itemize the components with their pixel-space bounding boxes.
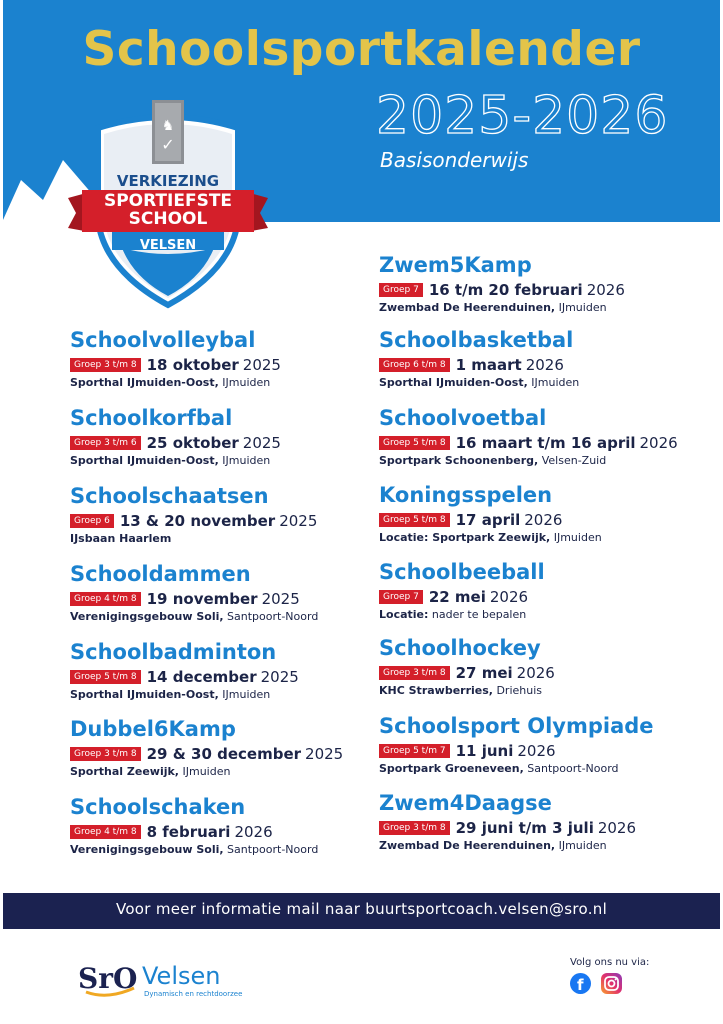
event-name: Schoolkorfbal bbox=[70, 406, 233, 430]
svg-text:✓: ✓ bbox=[161, 135, 175, 154]
page-title: Schoolsportkalender bbox=[82, 22, 641, 77]
event-date: 29 juni t/m 3 juli bbox=[455, 819, 594, 837]
facebook-icon[interactable] bbox=[570, 973, 591, 994]
event-name: Schoolvoetbal bbox=[379, 406, 547, 430]
event-name: Zwem5Kamp bbox=[379, 253, 532, 277]
logo-tagline: Dynamisch en rechtdoorzee bbox=[144, 990, 243, 998]
event-date: 19 november bbox=[146, 590, 258, 608]
event-name: Schoolbadminton bbox=[70, 640, 277, 664]
event-schoolbasketbal bbox=[379, 327, 679, 390]
group-badge: Groep 6 t/m 8 bbox=[379, 358, 450, 372]
event-koningsspelen bbox=[379, 482, 679, 545]
event-year: 2026 bbox=[517, 742, 556, 760]
event-date: 25 oktober bbox=[146, 434, 239, 452]
event-date: 29 & 30 december bbox=[146, 745, 302, 763]
sro-velsen-logo bbox=[78, 958, 243, 1003]
event-year: 2026 bbox=[597, 819, 637, 837]
event-location: Sporthal IJmuiden-Oost, IJmuiden bbox=[70, 454, 271, 467]
event-schoolschaken bbox=[70, 794, 370, 857]
event-name: Schoolschaken bbox=[70, 795, 246, 819]
event-schoolschaatsen bbox=[70, 483, 370, 546]
event-location: Zwembad De Heerenduinen, IJmuiden bbox=[379, 839, 607, 852]
badge-line-verkiezing: VERKIEZING bbox=[116, 172, 220, 190]
event-name: Schoolhockey bbox=[379, 636, 541, 660]
event-location: Verenigingsgebouw Soli, Santpoort-Noord bbox=[70, 843, 319, 856]
group-badge: Groep 5 t/m 8 bbox=[379, 513, 450, 527]
group-badge: Groep 7 bbox=[379, 590, 423, 604]
event-schoolkorfbal bbox=[70, 405, 370, 468]
group-badge: Groep 3 t/m 8 bbox=[70, 747, 141, 761]
event-date: 22 mei bbox=[428, 588, 486, 606]
event-schoolhockey bbox=[379, 635, 679, 698]
group-badge: Groep 7 bbox=[379, 283, 423, 297]
event-location: Sporthal Zeewijk, IJmuiden bbox=[70, 765, 231, 778]
event-year: 2026 bbox=[234, 823, 273, 841]
event-name: Zwem4Daagse bbox=[379, 791, 552, 815]
event-location: Sporthal IJmuiden-Oost, IJmuiden bbox=[379, 376, 580, 389]
event-location: Locatie: Sportpark Zeewijk, IJmuiden bbox=[379, 531, 602, 544]
event-year: 2026 bbox=[516, 664, 555, 682]
event-name: Dubbel6Kamp bbox=[70, 717, 236, 741]
event-location: KHC Strawberries, Driehuis bbox=[379, 684, 543, 697]
svg-text:♞: ♞ bbox=[161, 118, 175, 134]
badge-line-sportiefste: SPORTIEFSTE bbox=[103, 191, 233, 211]
event-year: 2025 bbox=[305, 745, 344, 763]
badge-line-velsen: VELSEN bbox=[139, 238, 197, 253]
event-zwem4daagse bbox=[379, 790, 679, 853]
event-date: 1 maart bbox=[455, 356, 522, 374]
event-year: 2025 bbox=[261, 590, 300, 608]
event-date: 11 juni bbox=[455, 742, 514, 760]
event-name: Schooldammen bbox=[70, 562, 251, 586]
event-date: 13 & 20 november bbox=[119, 512, 276, 530]
event-date: 17 april bbox=[455, 511, 521, 529]
group-badge: Groep 3 t/m 8 bbox=[379, 666, 450, 680]
event-schooldammen bbox=[70, 561, 370, 624]
event-date: 8 februari bbox=[146, 823, 231, 841]
instagram-icon[interactable] bbox=[601, 973, 622, 994]
event-date: 18 oktober bbox=[146, 356, 239, 374]
event-year: 2025 bbox=[242, 356, 281, 374]
event-year: 2026 bbox=[489, 588, 529, 606]
event-date: 16 t/m 20 februari bbox=[428, 281, 583, 299]
event-year: 2026 bbox=[586, 281, 625, 299]
sro-logo-mark bbox=[78, 958, 140, 998]
event-date: 16 maart t/m 16 april bbox=[455, 434, 636, 452]
badge-line-school: SCHOOL bbox=[128, 209, 208, 229]
group-badge: Groep 4 t/m 8 bbox=[70, 592, 141, 606]
group-badge: Groep 5 t/m 8 bbox=[379, 436, 450, 450]
event-schoolvoetbal bbox=[379, 405, 679, 468]
event-year: 2025 bbox=[279, 512, 318, 530]
social-label: Volg ons nu via: bbox=[570, 957, 650, 968]
group-badge: Groep 3 t/m 8 bbox=[379, 821, 450, 835]
event-location: Verenigingsgebouw Soli, Santpoort-Noord bbox=[70, 610, 319, 623]
event-year: 2026 bbox=[524, 511, 563, 529]
svg-text:SrO: SrO bbox=[78, 962, 138, 995]
logo-velsen-text: Velsen bbox=[142, 962, 221, 990]
event-location: IJsbaan Haarlem bbox=[70, 532, 172, 545]
event-year: 2025 bbox=[260, 668, 299, 686]
group-badge: Groep 5 t/m 7 bbox=[379, 744, 450, 758]
event-location: Sporthal IJmuiden-Oost, IJmuiden bbox=[70, 688, 271, 701]
event-name: Schoolsport Olympiade bbox=[379, 714, 654, 738]
group-badge: Groep 3 t/m 6 bbox=[70, 436, 141, 450]
event-schoolbeeball bbox=[379, 559, 679, 622]
season-year: 2025-2026 bbox=[376, 86, 669, 146]
event-year: 2025 bbox=[242, 434, 281, 452]
group-badge: Groep 4 t/m 8 bbox=[70, 825, 141, 839]
event-location: Sporthal IJmuiden-Oost, IJmuiden bbox=[70, 376, 271, 389]
event-name: Schoolschaatsen bbox=[70, 484, 269, 508]
event-schoolbadminton bbox=[70, 639, 370, 702]
event-schoolvolleybal bbox=[70, 327, 370, 390]
event-location: Locatie: nader te bepalen bbox=[379, 608, 527, 621]
group-badge: Groep 6 bbox=[70, 514, 114, 528]
svg-text:f: f bbox=[577, 976, 584, 994]
page-subtitle: Basisonderwijs bbox=[380, 148, 529, 172]
event-year: 2026 bbox=[525, 356, 564, 374]
group-badge: Groep 5 t/m 8 bbox=[70, 670, 141, 684]
group-badge: Groep 3 t/m 8 bbox=[70, 358, 141, 372]
event-year: 2026 bbox=[639, 434, 678, 452]
event-date: 27 mei bbox=[455, 664, 513, 682]
event-name: Schoolbasketbal bbox=[379, 328, 574, 352]
event-location: Sportpark Schoonenberg, Velsen-Zuid bbox=[379, 454, 607, 467]
event-location: Sportpark Groeneveen, Santpoort-Noord bbox=[379, 762, 619, 775]
event-location: Zwembad De Heerenduinen, IJmuiden bbox=[379, 301, 607, 314]
event-schoolsport-olympiade bbox=[379, 713, 679, 776]
event-dubbel6kamp bbox=[70, 716, 370, 779]
event-name: Koningsspelen bbox=[379, 483, 553, 507]
event-date: 14 december bbox=[146, 668, 257, 686]
event-name: Schoolbeeball bbox=[379, 560, 545, 584]
event-zwem5kamp bbox=[379, 252, 679, 315]
event-name: Schoolvolleybal bbox=[70, 328, 256, 352]
info-email-text[interactable]: Voor meer informatie mail naar buurtsportcoach.velsen@sro.nl bbox=[115, 900, 608, 918]
